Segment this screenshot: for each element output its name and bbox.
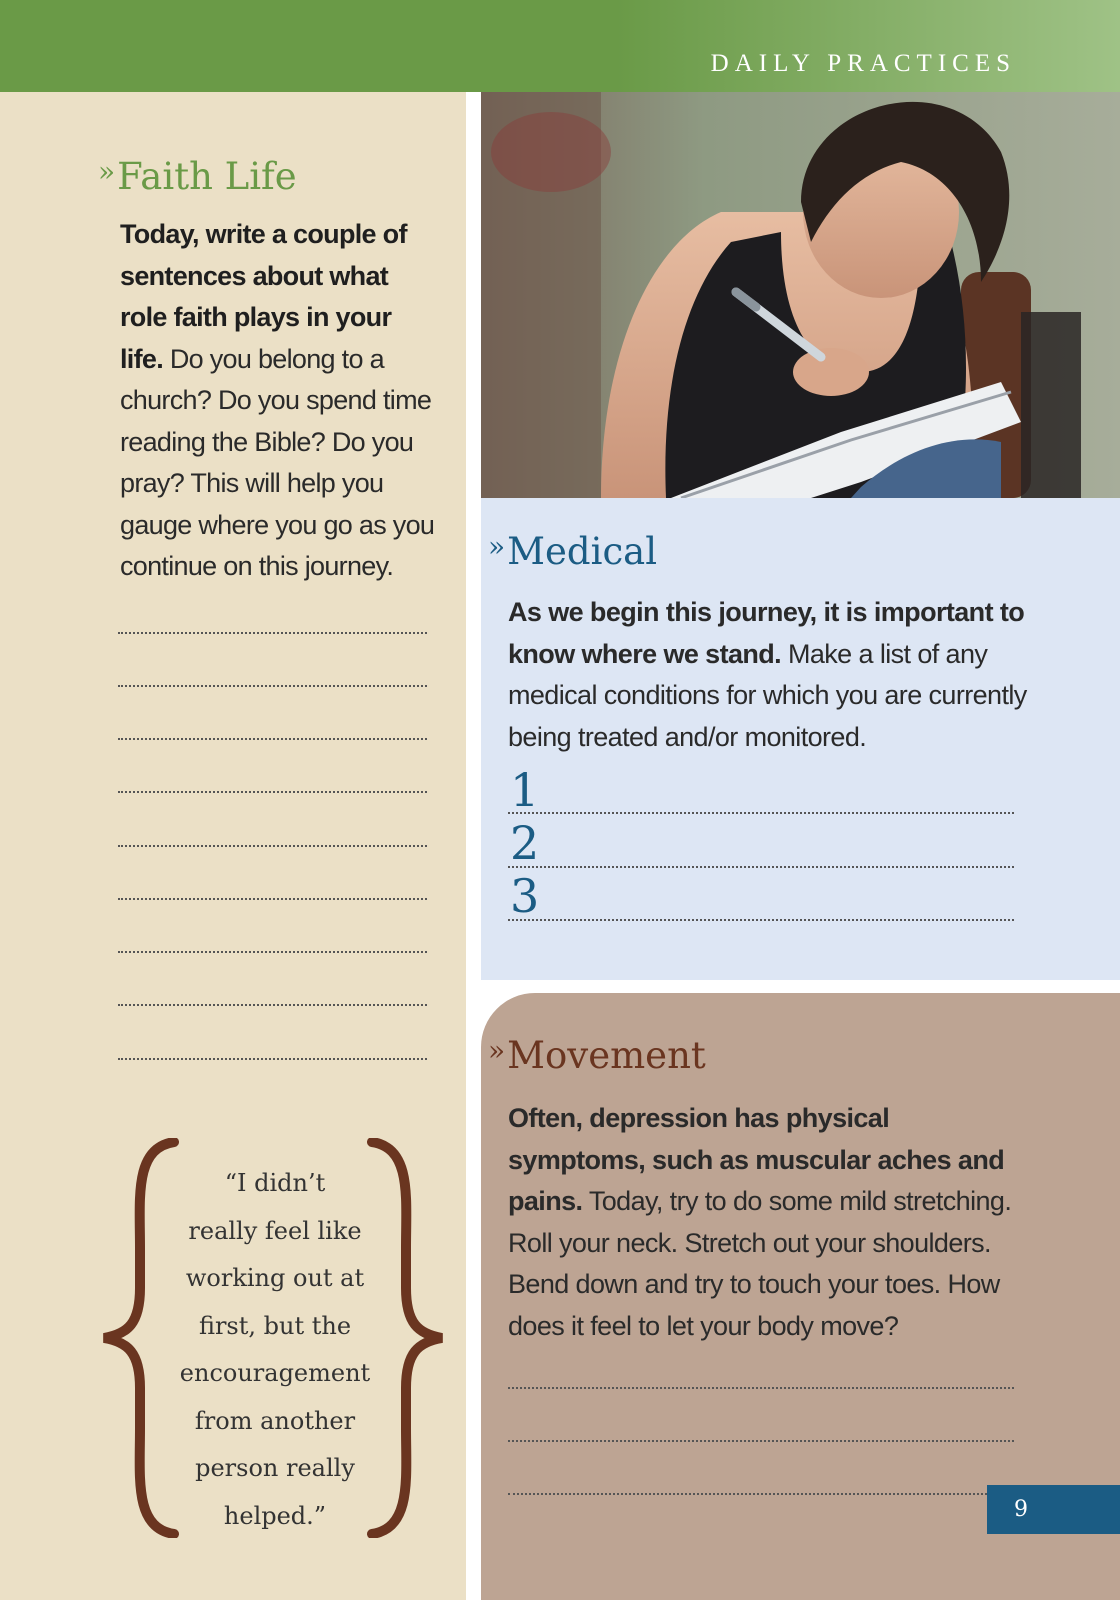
list-number-3: 3 xyxy=(510,869,540,923)
page-number: 9 xyxy=(987,1485,1120,1534)
list-number-2: 2 xyxy=(510,816,540,870)
faith-life-heading xyxy=(98,155,297,198)
medical-title: Medical xyxy=(507,530,658,573)
movement-prompt-bold: Often, depression has physical symptoms, such as muscular aches and pains. xyxy=(508,1103,1005,1216)
faith-life-body xyxy=(120,214,440,588)
faith-writing-line-4[interactable] xyxy=(118,791,427,793)
woman-writing-photo xyxy=(481,92,1120,498)
medical-list-line-2[interactable] xyxy=(508,866,1014,868)
medical-prompt-bold: As we begin this journey, it is important to know where we stand. xyxy=(508,597,1025,669)
chevron-icon: » xyxy=(488,1034,506,1067)
quote-line: helped.” xyxy=(223,1501,327,1530)
quote-line: working out at xyxy=(185,1264,365,1292)
chevron-icon: » xyxy=(488,530,506,563)
list-number-1: 1 xyxy=(510,763,540,817)
photo-illustration xyxy=(481,92,1120,498)
medical-list-line-3[interactable] xyxy=(508,919,1014,921)
faith-writing-line-2[interactable] xyxy=(118,685,427,687)
faith-writing-line-8[interactable] xyxy=(118,1004,427,1006)
quote-line: really feel like xyxy=(188,1216,362,1245)
movement-title: Movement xyxy=(507,1034,706,1077)
faith-life-title: Faith Life xyxy=(117,155,297,198)
movement-heading xyxy=(488,1034,706,1077)
medical-prompt-text: Make a list of any medical conditions for which you are currently being treated and/or monitored. xyxy=(508,638,1027,752)
faith-writing-line-7[interactable] xyxy=(118,951,427,953)
testimonial-quote xyxy=(158,1160,392,1540)
chevron-icon: » xyxy=(98,155,116,188)
medical-heading xyxy=(488,530,657,573)
faith-writing-line-1[interactable] xyxy=(118,632,427,634)
quote-line: encouragement xyxy=(179,1359,371,1387)
faith-writing-line-9[interactable] xyxy=(118,1058,427,1060)
movement-prompt-text: Today, try to do some mild stretching. Roll your neck. Stretch out your shoulders. Bend down and try to touch your toes. How does it feel to let your body move? xyxy=(508,1186,1012,1341)
quote-line: person really xyxy=(195,1454,355,1482)
quote-line: first, but the xyxy=(198,1311,352,1340)
movement-body xyxy=(508,1098,1028,1347)
faith-life-prompt-text: Do you belong to a church? Do you spend time reading the Bible? Do you pray? This will help you gauge where you go as you continue on this journey. xyxy=(120,343,435,581)
faith-writing-line-3[interactable] xyxy=(118,738,427,740)
faith-writing-line-6[interactable] xyxy=(118,898,427,900)
medical-body xyxy=(508,592,1028,758)
quote-line: “I didn’t xyxy=(224,1169,326,1197)
faith-writing-line-5[interactable] xyxy=(118,845,427,847)
movement-writing-line-3[interactable] xyxy=(508,1493,987,1495)
faith-life-prompt-bold: Today, write a couple of sentences about what role faith plays in your life. xyxy=(120,219,407,374)
movement-writing-line-2[interactable] xyxy=(508,1440,1014,1442)
section-header-title: DAILY PRACTICES xyxy=(710,50,1016,77)
quote-line: from another xyxy=(194,1406,356,1435)
medical-list-line-1[interactable] xyxy=(508,812,1014,814)
header-bar xyxy=(0,0,1120,92)
movement-writing-line-1[interactable] xyxy=(508,1387,1014,1389)
